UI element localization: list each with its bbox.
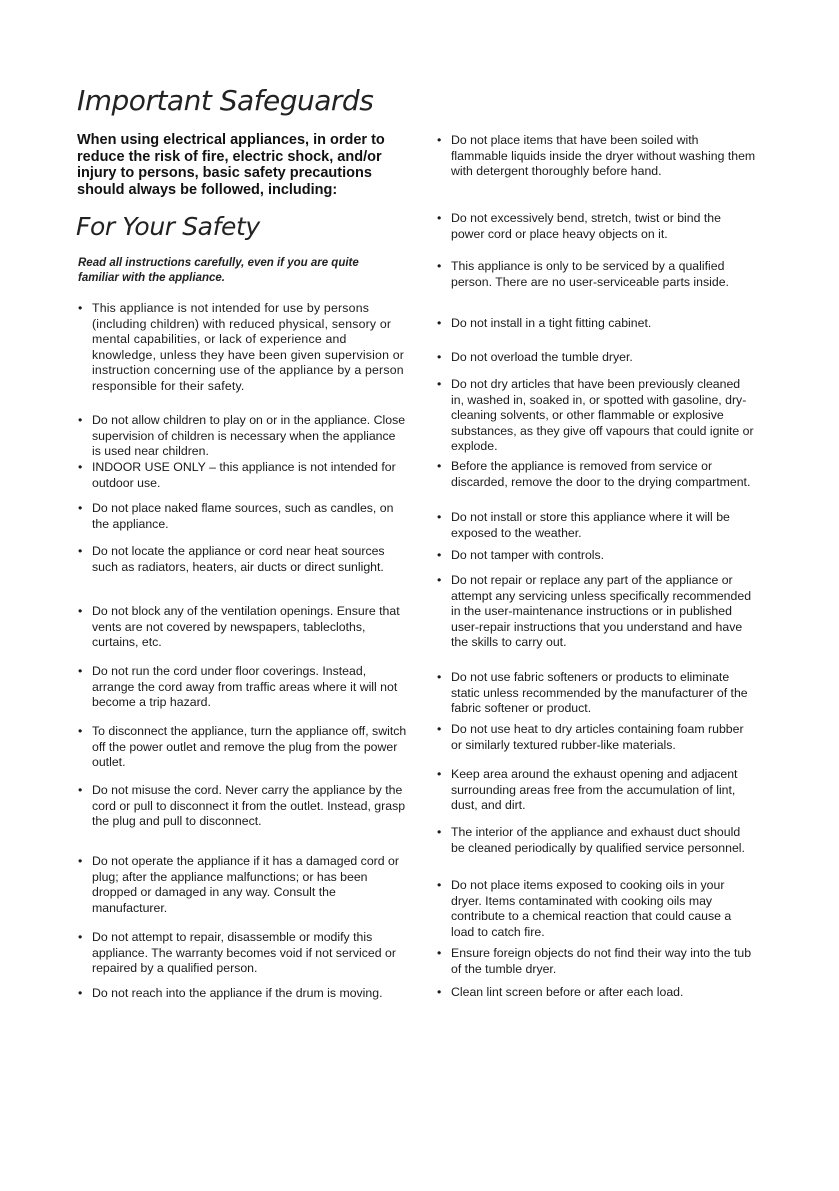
list-item: • Do not place items that have been soiled with flammable liquids inside the dryer without washing them with detergent thoroughly before hand.: [436, 133, 756, 180]
list-item: • The interior of the appliance and exhaust duct should be cleaned periodically by qualified service personnel.: [436, 825, 756, 856]
list-item: • Do not install in a tight fitting cabinet.: [436, 316, 756, 332]
list-item: • INDOOR USE ONLY – this appliance is not intended for outdoor use.: [77, 460, 407, 491]
list-item: • Do not misuse the cord. Never carry the appliance by the cord or pull to disconnect it from the outlet. Instead, grasp the plug and pull to disconnect.: [77, 783, 407, 830]
list-item: • Do not overload the tumble dryer.: [436, 350, 756, 366]
list-item: • Keep area around the exhaust opening and adjacent surrounding areas free from the accumulation of lint, dust, and dirt.: [436, 767, 756, 814]
list-item: • Do not attempt to repair, disassemble or modify this appliance. The warranty becomes void if not serviced or repaired by a qualified person.: [77, 930, 407, 977]
list-item: • This appliance is not intended for use by persons (including children) with reduced physical, sensory or mental capabilities, or lack of experience and knowledge, unless they have been given supervision or instruction concerning use of the appliance by a person responsible for their safety.: [77, 301, 407, 394]
list-item: • Do not use fabric softeners or products to eliminate static unless recommended by the manufacturer of the fabric softener or product.: [436, 670, 756, 717]
list-item: • Do not repair or replace any part of the appliance or attempt any servicing unless specifically recommended in the user-maintenance instructions or in published user-repair instructions that you understand and have the skills to carry out.: [436, 573, 756, 651]
section-title: For Your Safety: [76, 212, 260, 241]
list-item: • Before the appliance is removed from service or discarded, remove the door to the drying compartment.: [436, 459, 756, 490]
intro-paragraph: When using electrical appliances, in order to reduce the risk of fire, electric shock, and/or injury to persons, basic safety precautions should always be followed, including:: [77, 132, 385, 198]
list-item: • This appliance is only to be serviced by a qualified person. There are no user-serviceable parts inside.: [436, 259, 756, 290]
list-item: • Do not allow children to play on or in the appliance. Close supervision of children is necessary when the appliance is used near children.: [77, 413, 407, 460]
list-item: • Do not dry articles that have been previously cleaned in, washed in, soaked in, or spotted with gasoline, dry-cleaning solvents, or other flammable or explosive substances, as they give off vapours that could ignite or explode.: [436, 377, 756, 455]
list-item: • Clean lint screen before or after each load.: [436, 985, 756, 1001]
list-item: • Do not locate the appliance or cord near heat sources such as radiators, heaters, air ducts or direct sunlight.: [77, 544, 407, 575]
list-item: • Do not tamper with controls.: [436, 548, 756, 564]
list-item: • Do not run the cord under floor coverings. Instead, arrange the cord away from traffic areas where it will not become a trip hazard.: [77, 664, 407, 711]
page-title: Important Safeguards: [77, 84, 374, 117]
list-item: • Do not excessively bend, stretch, twist or bind the power cord or place heavy objects on it.: [436, 211, 756, 242]
list-item: • Ensure foreign objects do not find their way into the tub of the tumble dryer.: [436, 946, 756, 977]
list-item: • Do not place naked flame sources, such as candles, on the appliance.: [77, 501, 407, 532]
list-item: • Do not place items exposed to cooking oils in your dryer. Items contaminated with cooking oils may contribute to a chemical reaction that could cause a load to catch fire.: [436, 878, 756, 940]
list-item: • Do not operate the appliance if it has a damaged cord or plug; after the appliance malfunctions; or has been dropped or damaged in any way. Consult the manufacturer.: [77, 854, 407, 916]
instructions-note: Read all instructions carefully, even if you are quite familiar with the appliance.: [78, 257, 359, 284]
list-item: • Do not reach into the appliance if the drum is moving.: [77, 986, 427, 1002]
list-item: • Do not install or store this appliance where it will be exposed to the weather.: [436, 510, 756, 541]
list-item: • To disconnect the appliance, turn the appliance off, switch off the power outlet and remove the plug from the power outlet.: [77, 724, 407, 771]
list-item: • Do not block any of the ventilation openings. Ensure that vents are not covered by newspapers, tablecloths, curtains, etc.: [77, 604, 407, 651]
list-item: • Do not use heat to dry articles containing foam rubber or similarly textured rubber-like materials.: [436, 722, 756, 753]
